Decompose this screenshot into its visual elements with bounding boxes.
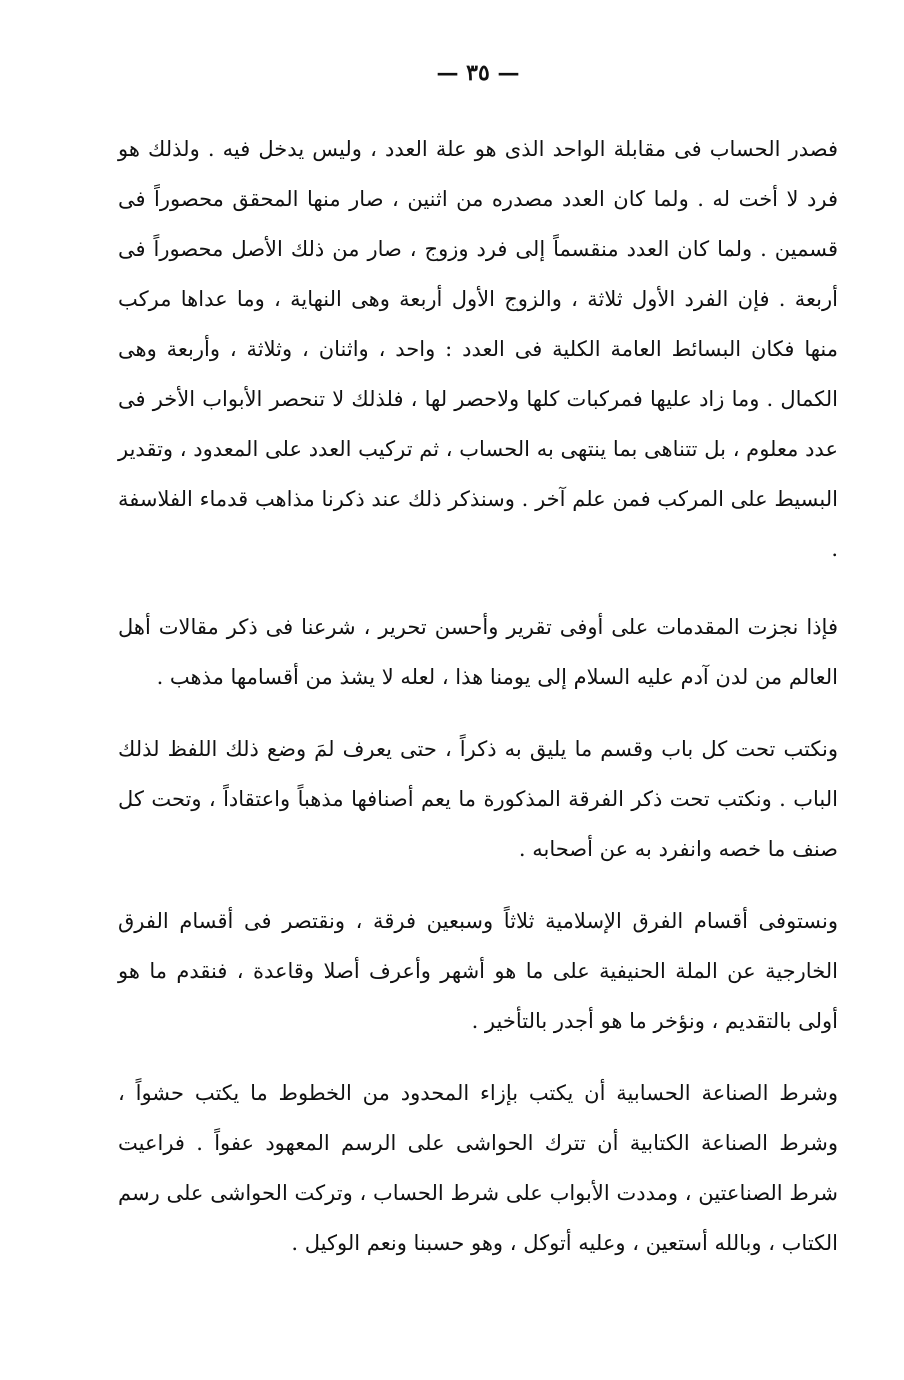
paragraph-4: ونستوفى أقسام الفرق الإسلامية ثلاثاً وسبعين فرقة ، ونقتصر فى أقسام الفرق الخارجية عن الملة الحنيفية على ما هو أشهر وأعرف أصلا وقاعدة ، فنقدم ما هو أولى بالتقديم ، ونؤخر ما هو أجدر بالتأخير . [118, 909, 838, 1033]
paragraph-5: وشرط الصناعة الحسابية أن يكتب بإزاء المحدود من الخطوط ما يكتب حشواً ، وشرط الصناعة الكتابية أن تترك الحواشى على الرسم المعهود عفواً . فراعيت شرط الصناعتين ، ومددت الأبواب على شرط الحساب ، وتركت الحواشى على رسم الكتاب ، وبالله أستعين ، وعليه أتوكل ، وهو حسبنا ونعم الوكيل . [118, 1081, 838, 1255]
paragraph-3: ونكتب تحت كل باب وقسم ما يليق به ذكراً ، حتى يعرف لمَ وضع ذلك اللفظ لذلك الباب . ونكتب تحت ذكر الفرقة المذكورة ما يعم أصنافها مذهباً واعتقاداً ، وتحت كل صنف ما خصه وانفرد به عن أصحابه . [118, 737, 838, 861]
paragraph-1: فصدر الحساب فى مقابلة الواحد الذى هو علة العدد ، وليس يدخل فيه . ولذلك هو فرد لا أخت له . ولما كان العدد مصدره من اثنين ، صار منها المحقق محصوراً فى قسمين . ولما كان العدد منقسماً إلى فرد وزوج ، صار من ذلك الأصل محصوراً فى أربعة . فإن الفرد الأول ثلاثة ، والزوج الأول أربعة وهى النهاية ، وما عداها مركب منها فكان البسائط العامة الكلية فى العدد : واحد ، واثنان ، وثلاثة ، وأربعة وهى الكمال . وما زاد عليها فمركبات كلها ولاحصر لها ، فلذلك لا تنحصر الأبواب الأخر فى عدد معلوم ، بل تتناهى بما ينتهى به الحساب ، ثم تركيب العدد على المعدود ، وتقدير البسيط على المركب فمن علم آخر . وسنذكر ذلك عند ذكرنا مذاهب قدماء الفلاسفة . [118, 137, 838, 561]
paragraph-2: فإذا نجزت المقدمات على أوفى تقرير وأحسن تحرير ، شرعنا فى ذكر مقالات أهل العالم من لدن آدم عليه السلام إلى يومنا هذا ، لعله لا يشذ من أقسامها مذهب . [118, 615, 838, 689]
page-number: — ٣٥ — [436, 60, 520, 86]
book-page [118, 58, 838, 1290]
